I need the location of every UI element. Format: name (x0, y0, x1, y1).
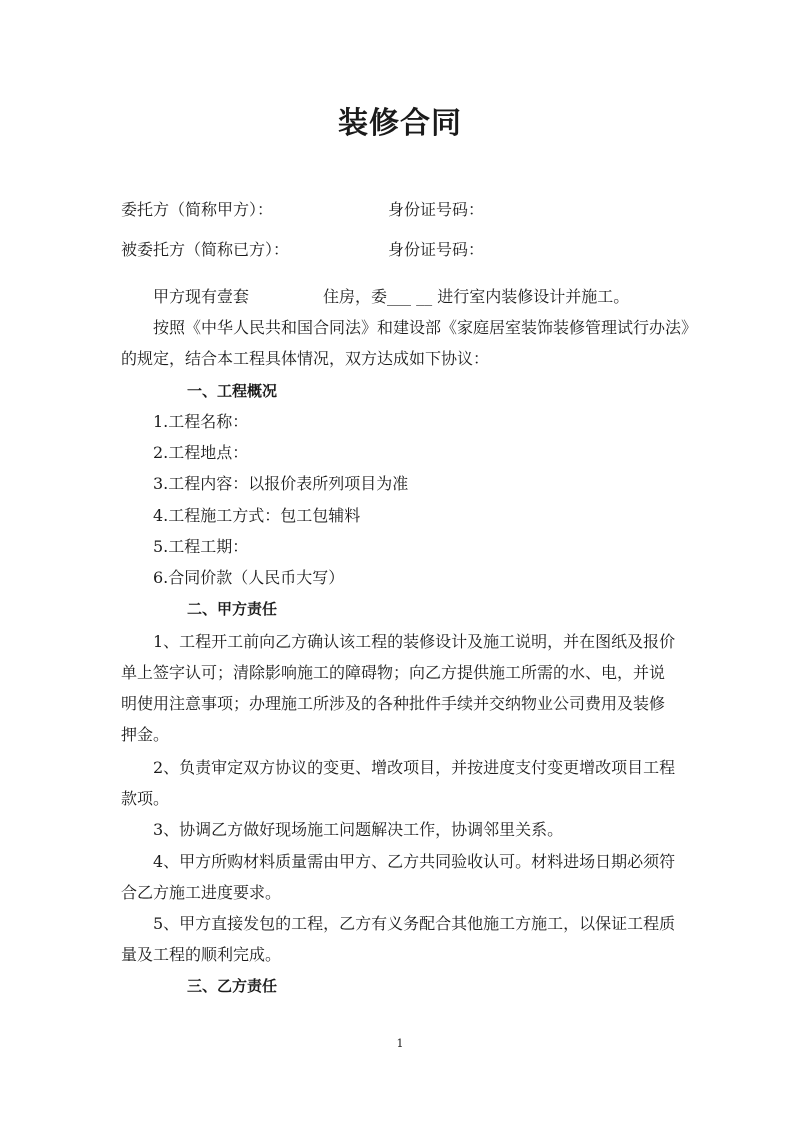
page-number: 1 (396, 1037, 404, 1050)
clause-paragraph: 5、甲方直接发包的工程，乙方有义务配合其他施工方施工，以保证工程质量及工程的顺利完成。 (121, 914, 676, 964)
list-item: 4.工程施工方式：包工包辅料 (153, 506, 361, 525)
contractor-id-label: 身份证号码： (388, 240, 485, 259)
intro-part-2: 住房，委 (323, 287, 388, 306)
clause-paragraph: 2、负责审定双方协议的变更、增改项目，并按进度支付变更增改项目工程款项。 (121, 758, 676, 808)
clause-paragraph: 4、甲方所购材料质量需由甲方、乙方共同验收认可。材料进场日期必须符合乙方施工进度要求。 (121, 852, 676, 902)
list-item: 1.工程名称： (153, 412, 249, 431)
contractor-party-row (121, 240, 681, 260)
basis-line-2: 的规定，结合本工程具体情况，双方达成如下协议： (121, 349, 490, 368)
clause-paragraph: 1、工程开工前向乙方确认该工程的装修设计及施工说明，并在图纸及报价单上签字认可；清除影响施工的障碍物；向乙方提供施工所需的水、电，并说明使用注意事项；办理施工所涉及的各种批件手续并交纳物业公司费用及装修押金。 (121, 632, 676, 744)
document-title: 装修合同 (338, 106, 462, 141)
list-item: 5.工程工期： (153, 537, 249, 556)
list-item: 2.工程地点： (153, 443, 249, 462)
client-id-label: 身份证号码： (388, 200, 485, 219)
section-1-heading: 一、工程概况 (187, 382, 278, 400)
basis-line-1: 按照《中华人民共和国合同法》和建设部《家庭居室装饰装修管理试行办法》 (153, 318, 698, 337)
section-2-heading: 二、甲方责任 (187, 600, 278, 618)
intro-paragraph (153, 287, 629, 307)
intro-part-3: ___ __ 进行室内装修设计并施工。 (387, 287, 630, 306)
intro-part-1: 甲方现有壹套 (153, 287, 250, 306)
contractor-label: 被委托方（简称已方）： (121, 240, 290, 259)
clause-paragraph: 3、协调乙方做好现场施工问题解决工作，协调邻里关系。 (153, 820, 564, 839)
list-item: 3.工程内容：以报价表所列项目为准 (153, 474, 409, 493)
client-party-row (121, 200, 681, 220)
list-item: 6.合同价款（人民币大写） (153, 568, 345, 587)
client-label: 委托方（简称甲方）： (121, 200, 274, 219)
section-3-heading: 三、乙方责任 (187, 977, 278, 995)
